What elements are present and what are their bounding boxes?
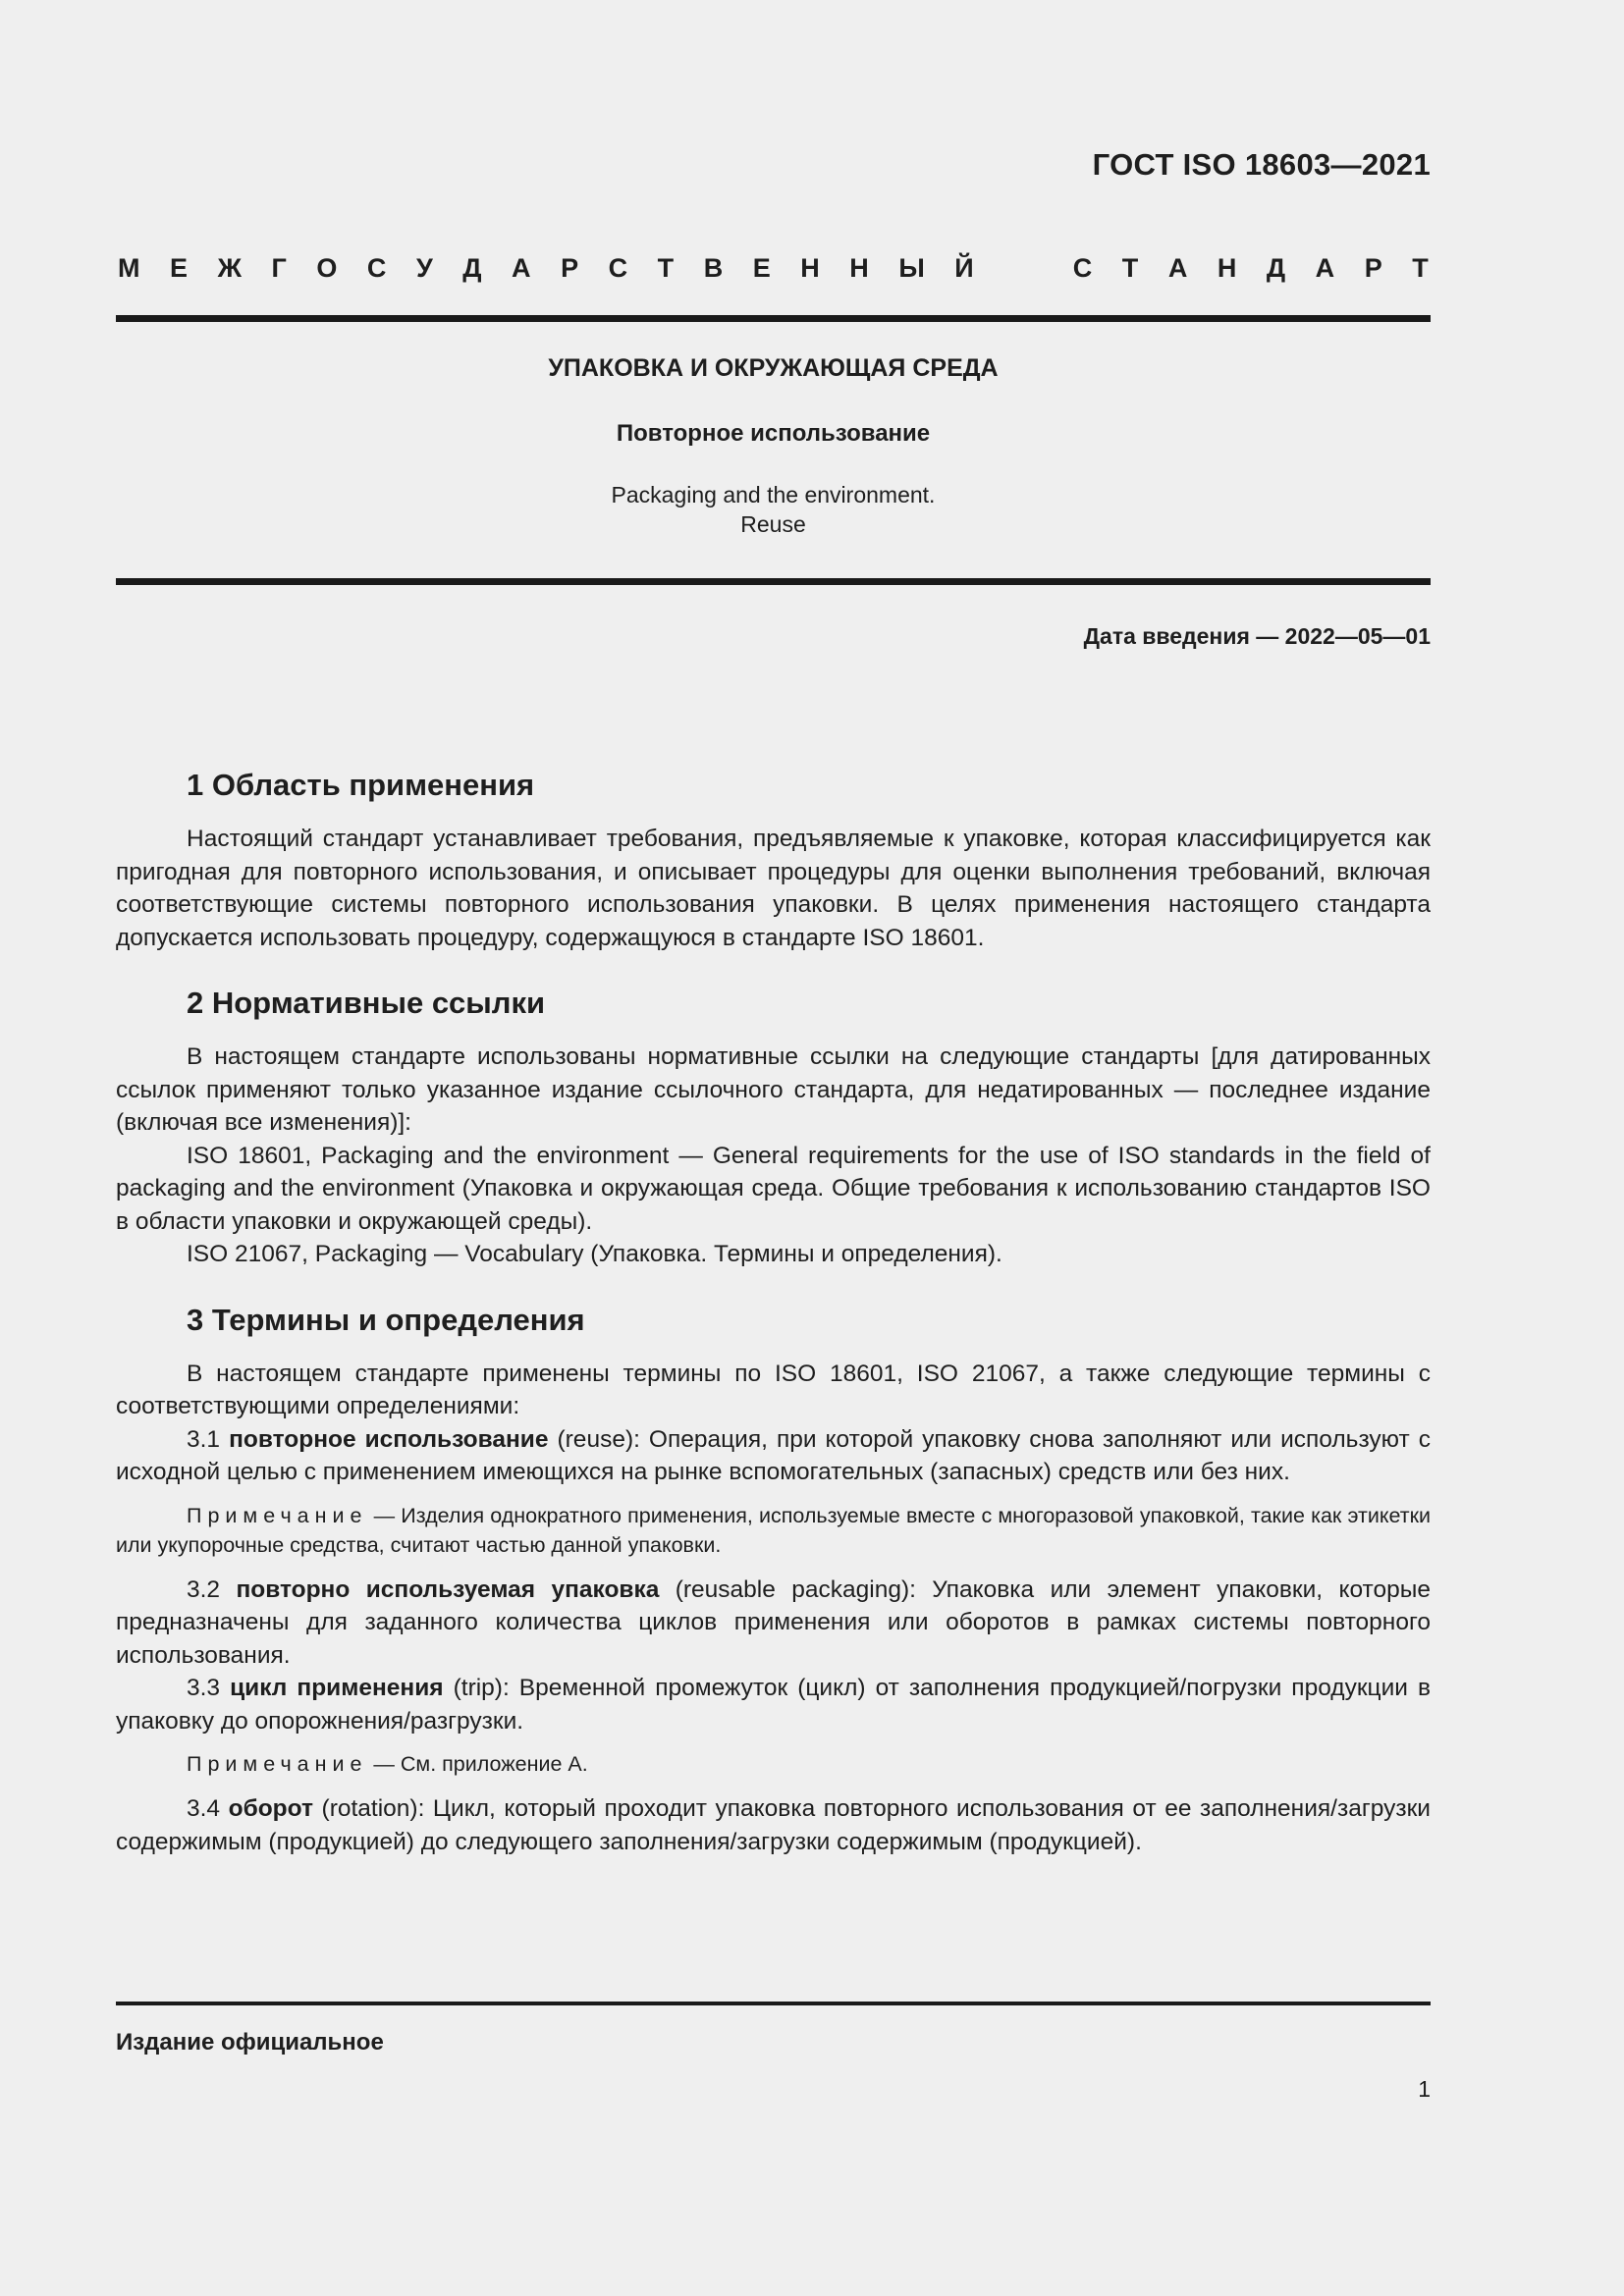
term-definition — [116, 1792, 1431, 1858]
std-type-letter: Д — [1266, 253, 1286, 283]
english-title-line-2: Reuse — [740, 511, 806, 537]
std-type-letter: А — [1167, 253, 1188, 283]
term-name: повторное использование — [229, 1425, 549, 1453]
std-type-letter: Т — [1412, 253, 1429, 283]
std-type-letter: А — [512, 253, 531, 283]
std-type-letter: Н — [849, 253, 869, 283]
section-heading: 2 Нормативные ссылки — [187, 986, 546, 1020]
section-terms — [116, 1301, 1431, 1859]
std-type-letter: Т — [657, 253, 675, 283]
std-type-letter: Р — [561, 253, 579, 283]
document-subtitle: Повторное использование — [616, 420, 931, 447]
std-type-letter: Е — [752, 253, 771, 283]
document-code: ГОСТ ISO 18603—2021 — [1092, 147, 1431, 182]
english-title — [116, 480, 1431, 539]
paragraph: Настоящий стандарт устанавливает требования, предъявляемые к упаковке, которая классифицируется как пригодная для повторного использования, и описывает процедуры для оценки выполнения требований, включая соответствующие системы повторного использования упаковки. В целях применения настоящего стандарта допускается использовать процедуру, содержащуюся в стандарте ISO 18601. — [116, 826, 1431, 951]
term-name: цикл применения — [230, 1675, 444, 1701]
note — [116, 1749, 1431, 1779]
title-divider — [116, 578, 1431, 585]
section-heading: 3 Термины и определения — [187, 1302, 585, 1337]
document-body — [116, 766, 1431, 1888]
std-type-letter: Т — [1121, 253, 1139, 283]
term-text: (reusable packaging): Упаковка или элемент упаковки, которые предназначены для заданного количества циклов применения или оборотов в рамках системы повторного использования. — [116, 1575, 1431, 1669]
std-type-letter: А — [1315, 253, 1335, 283]
term-text: (trip): Временной промежуток (цикл) от заполнения продукцией/погрузки продукции в упаковку до опорожнения/разгрузки. — [116, 1675, 1431, 1735]
std-type-letter: Н — [1217, 253, 1237, 283]
section-heading: 1 Область применения — [187, 768, 535, 802]
page-number: 1 — [1418, 2076, 1431, 2102]
term-definition — [116, 1574, 1431, 1673]
std-type-letter: С — [1072, 253, 1093, 283]
std-type-letter: Й — [954, 253, 974, 283]
section-scope — [116, 766, 1431, 954]
standard-type-heading — [116, 253, 1431, 284]
std-type-letter: У — [415, 253, 433, 283]
term-number: 3.3 — [187, 1675, 231, 1701]
std-type-letter: Д — [462, 253, 482, 283]
document-page — [116, 0, 1431, 2296]
std-type-letter: Ы — [898, 253, 925, 283]
reference-item: ISO 18601, Packaging and the environment — General requirements for the use of ISO standards in the field of packaging and the environment (Упаковка и окружающая среда. Общие требования к использованию стандартов ISO в области упаковки и окружающей среды). — [116, 1142, 1431, 1235]
std-type-letter: В — [703, 253, 724, 283]
term-name: оборот — [228, 1795, 313, 1822]
term-number: 3.2 — [187, 1575, 237, 1603]
term-name: повторно используемая упаковка — [236, 1575, 660, 1603]
section-normative-references — [116, 984, 1431, 1271]
note-label: Примечание — [187, 1752, 368, 1776]
note-text: — Изделия однократного применения, используемые вместе с многоразовой упаковкой, такие как этикетки или укупорочные средства, считают частью данной упаковки. — [116, 1503, 1431, 1557]
term-number: 3.1 — [187, 1425, 230, 1453]
std-type-letter: О — [316, 253, 338, 283]
english-title-line-1: Packaging and the environment. — [611, 482, 936, 507]
std-type-letter: С — [366, 253, 387, 283]
std-type-letter: Р — [1364, 253, 1382, 283]
term-number: 3.4 — [187, 1795, 229, 1822]
note-text: — См. приложение А. — [367, 1752, 588, 1776]
term-text: (rotation): Цикл, который проходит упаковка повторного использования от ее заполнения/загрузки содержимым (продукцией) до следующего заполнения/загрузки содержимым (продукцией). — [116, 1795, 1431, 1855]
paragraph: В настоящем стандарте применены термины по ISO 18601, ISO 21067, а также следующие термины с соответствующими определениями: — [116, 1360, 1431, 1419]
std-type-letter: Г — [271, 253, 287, 283]
term-definition — [116, 1423, 1431, 1489]
top-divider — [116, 315, 1431, 322]
std-type-letter: Ж — [217, 253, 242, 283]
document-title: УПАКОВКА И ОКРУЖАЮЩАЯ СРЕДА — [548, 354, 999, 382]
reference-item: ISO 21067, Packaging — Vocabulary (Упаковка. Термины и определения). — [187, 1241, 1002, 1267]
introduction-date: Дата введения — 2022—05—01 — [1083, 623, 1431, 649]
std-type-letter: С — [608, 253, 628, 283]
std-type-letter: Е — [170, 253, 189, 283]
footer-divider — [116, 2002, 1431, 2005]
std-type-letter: Н — [800, 253, 820, 283]
term-definition — [116, 1672, 1431, 1737]
note-label: Примечание — [187, 1503, 368, 1527]
official-edition-label: Издание официальное — [116, 2029, 384, 2056]
term-text: (reuse): Операция, при которой упаковку снова заполняют или используют с исходной целью с применением имеющихся на рынке вспомогательных (запасных) средств или без них. — [116, 1425, 1431, 1485]
paragraph: В настоящем стандарте использованы нормативные ссылки на следующие стандарты [для датированных ссылок применяют только указанное издание ссылочного стандарта, для недатированных — последнее издание (включая все изменения)]: — [116, 1043, 1431, 1136]
note — [116, 1501, 1431, 1560]
word-gap — [1003, 253, 1043, 284]
std-type-letter: М — [118, 253, 140, 283]
